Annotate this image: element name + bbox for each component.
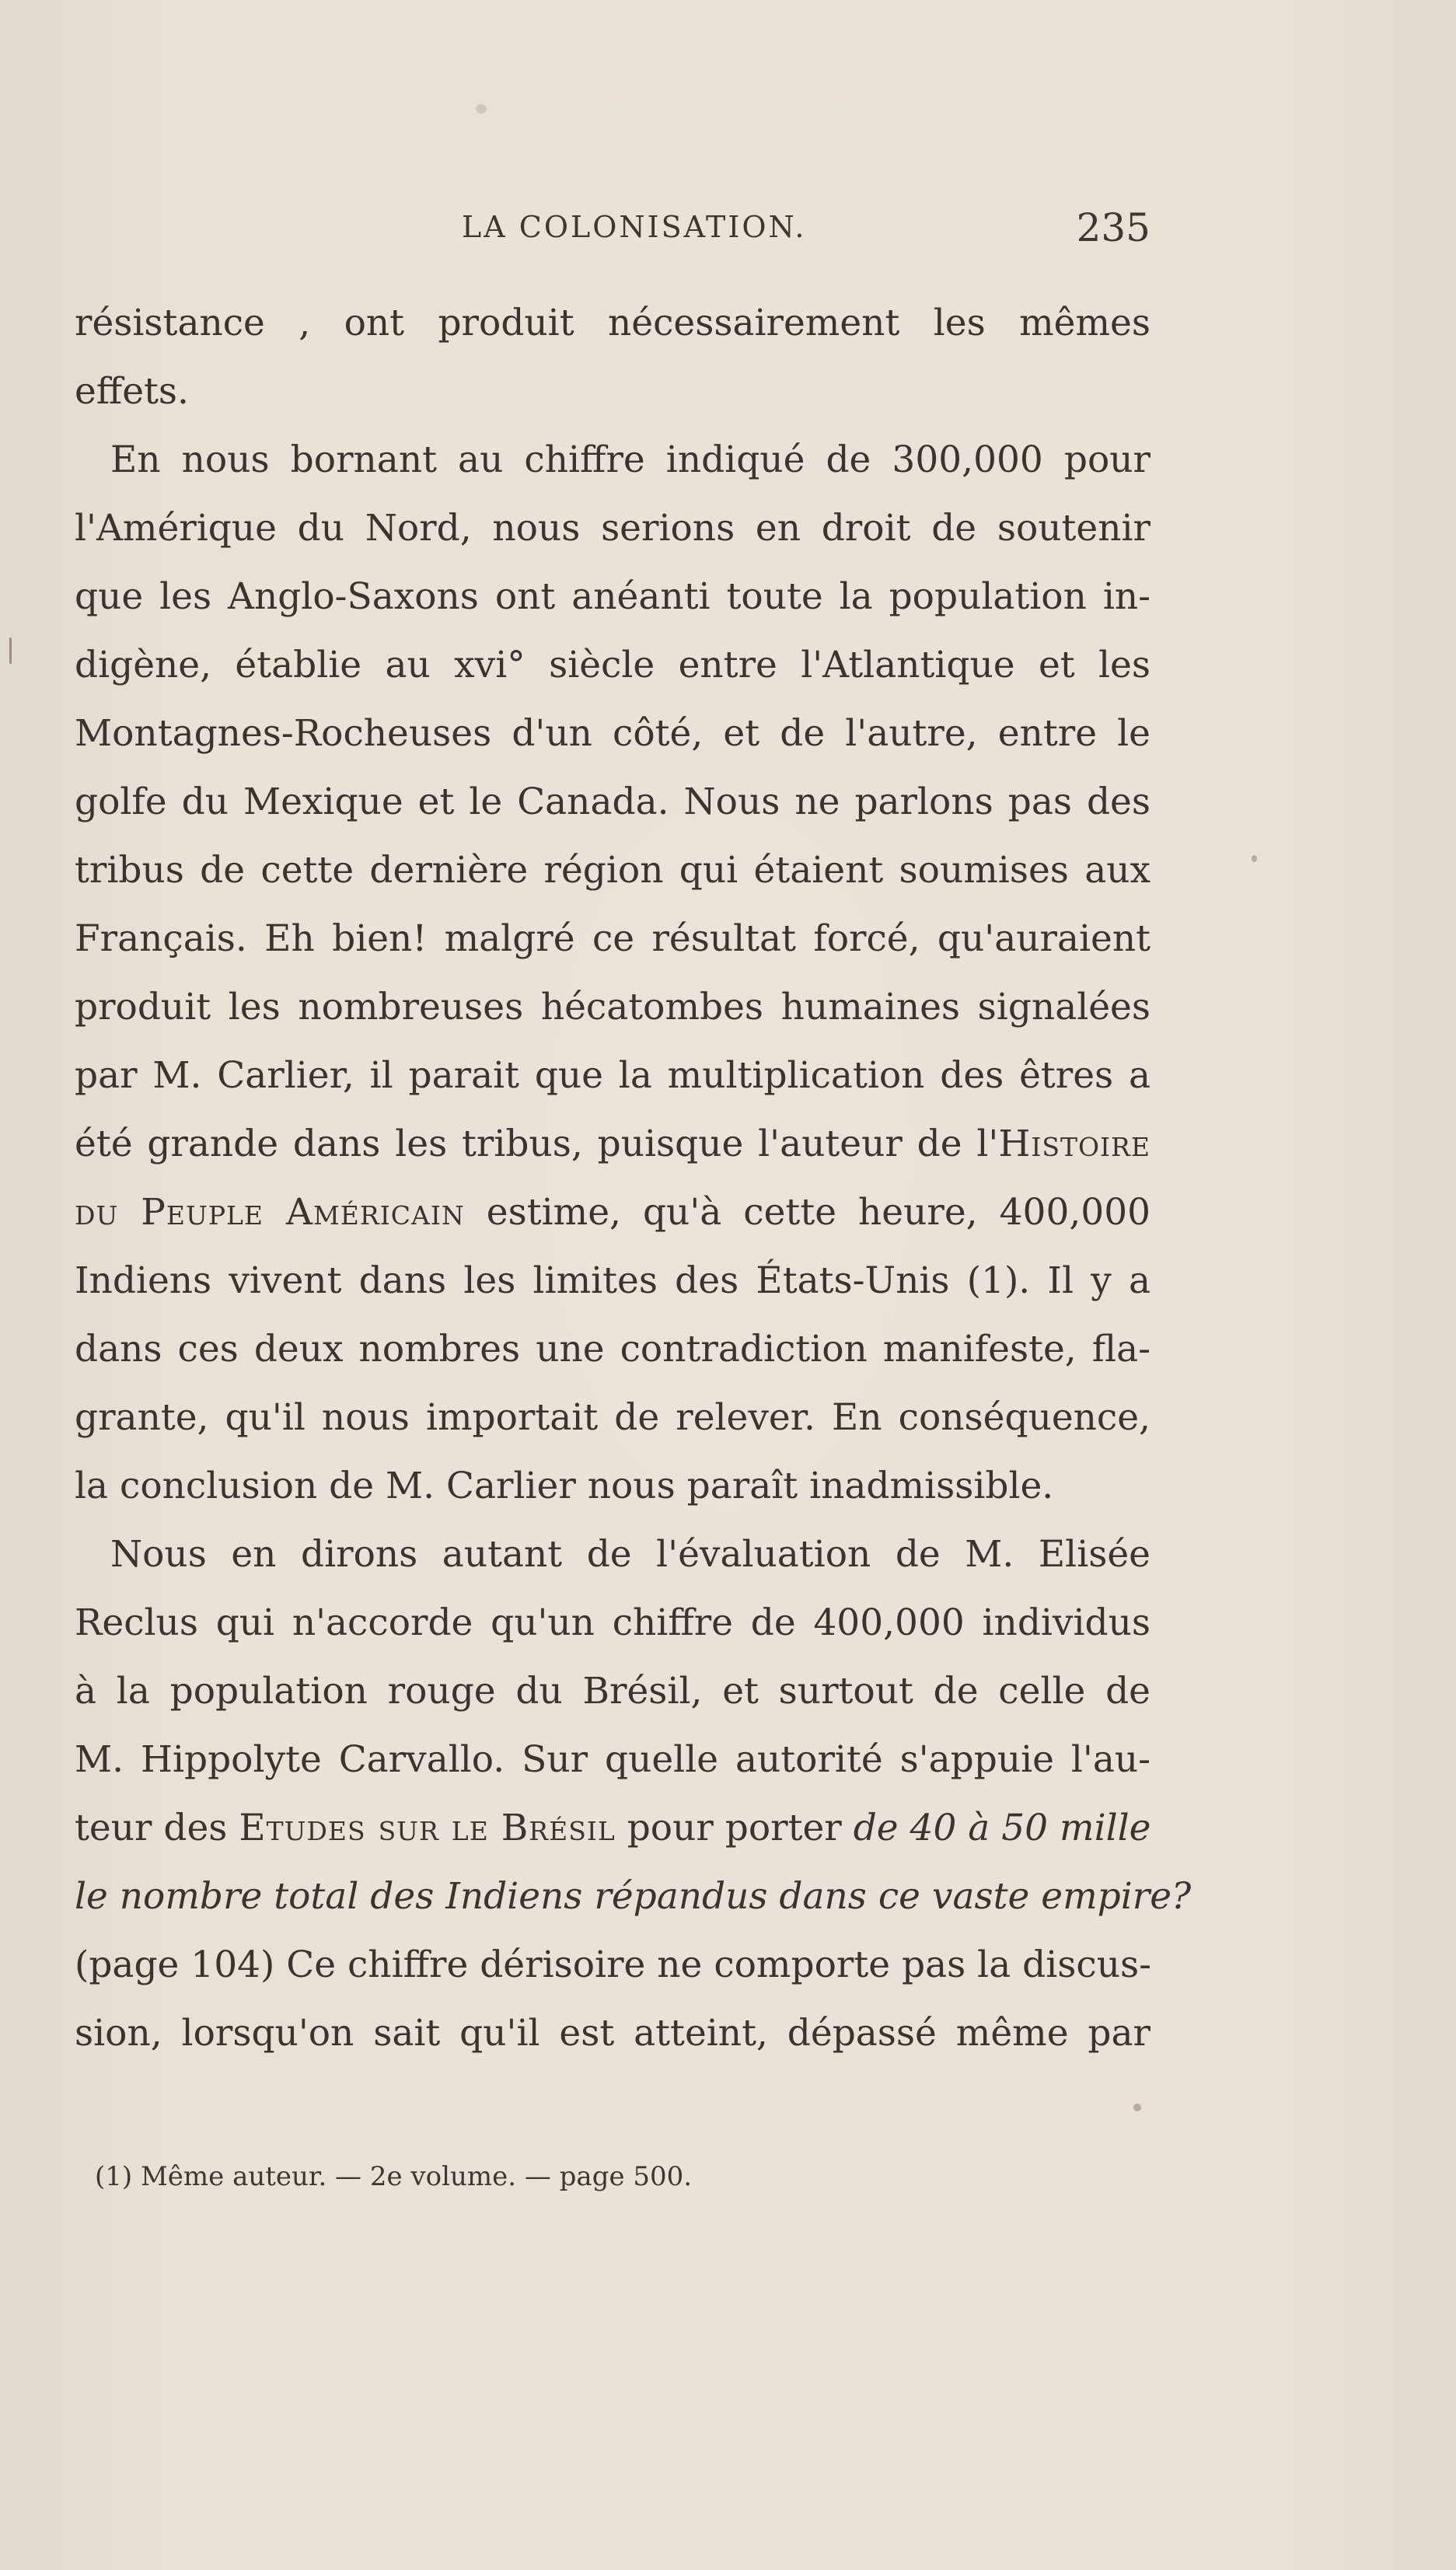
- text-line: le nombre total des Indiens répandus dans ce vaste empire?: [75, 1875, 1192, 1918]
- paper-speck: [1252, 855, 1257, 862]
- text-line: golfe du Mexique et le Canada. Nous ne parlons pas des: [75, 780, 1150, 823]
- text-line: digène, établie au xvi° siècle entre l'Atlantique et les: [75, 644, 1150, 686]
- text-line: (page 104) Ce chiffre dérisoire ne comporte pas la discus-: [75, 1943, 1151, 1986]
- book-title-segment: du Peuple Américain: [75, 1191, 465, 1234]
- text-line: [75, 1794, 1150, 1863]
- text-line: dans ces deux nombres une contradiction manifeste, fla-: [75, 1328, 1150, 1371]
- book-title-segment: Etudes sur le Brésil: [239, 1807, 616, 1849]
- paper-speck: [9, 637, 12, 664]
- running-title: LA COLONISATION.: [462, 210, 807, 244]
- text-segment: été grande dans les tribus, puisque l'auteur de l': [75, 1123, 999, 1165]
- text-segment: estime, qu'à cette heure, 400,000: [464, 1191, 1150, 1234]
- text-segment: teur des: [75, 1807, 239, 1849]
- running-head: [75, 205, 1150, 264]
- text-line: Nous en dirons autant de l'évaluation de M. Elisée: [110, 1533, 1150, 1576]
- body-text: [75, 289, 1192, 2068]
- paper-speck: [1133, 2104, 1141, 2111]
- text-line: Reclus qui n'accorde qu'un chiffre de 400,000 individus: [75, 1601, 1150, 1644]
- page-number: 235: [1076, 205, 1150, 250]
- text-line: l'Amérique du Nord, nous serions en droit de soutenir: [75, 507, 1150, 550]
- text-segment: pour porter: [615, 1807, 854, 1849]
- text-line: grante, qu'il nous importait de relever. En conséquence,: [75, 1396, 1150, 1439]
- italic-segment: de 40 à 50 mille: [853, 1807, 1151, 1849]
- text-line: En nous bornant au chiffre indiqué de 300,000 pour: [110, 438, 1150, 481]
- footnote: (1) Même auteur. — 2e volume. — page 500.: [95, 2161, 693, 2192]
- text-line: résistance , ont produit nécessairement les mêmes: [75, 302, 1150, 344]
- text-line: que les Anglo-Saxons ont anéanti toute la population in-: [75, 575, 1150, 618]
- text-line: produit les nombreuses hécatombes humaines signalées: [75, 986, 1150, 1028]
- text-line: Montagnes-Rocheuses d'un côté, et de l'autre, entre le: [75, 712, 1150, 755]
- text-line: tribus de cette dernière région qui étaient soumises aux: [75, 849, 1150, 892]
- text-line: sion, lorsqu'on sait qu'il est atteint, dépassé même par: [75, 2012, 1150, 2055]
- text-line: la conclusion de M. Carlier nous paraît inadmissible.: [75, 1465, 1054, 1507]
- text-line: à la population rouge du Brésil, et surtout de celle de: [75, 1670, 1150, 1713]
- paper-speck: [476, 104, 487, 113]
- text-line: [75, 1110, 1150, 1178]
- book-title-segment: Histoire: [998, 1123, 1150, 1165]
- text-line: par M. Carlier, il parait que la multiplication des êtres a: [75, 1054, 1150, 1097]
- text-line: M. Hippolyte Carvallo. Sur quelle autorité s'appuie l'au-: [75, 1738, 1150, 1781]
- text-line: [75, 1178, 1150, 1247]
- text-line: effets.: [75, 370, 189, 413]
- text-line: Français. Eh bien! malgré ce résultat forcé, qu'auraient: [75, 917, 1150, 960]
- text-line: Indiens vivent dans les limites des États-Unis (1). Il y a: [75, 1259, 1150, 1302]
